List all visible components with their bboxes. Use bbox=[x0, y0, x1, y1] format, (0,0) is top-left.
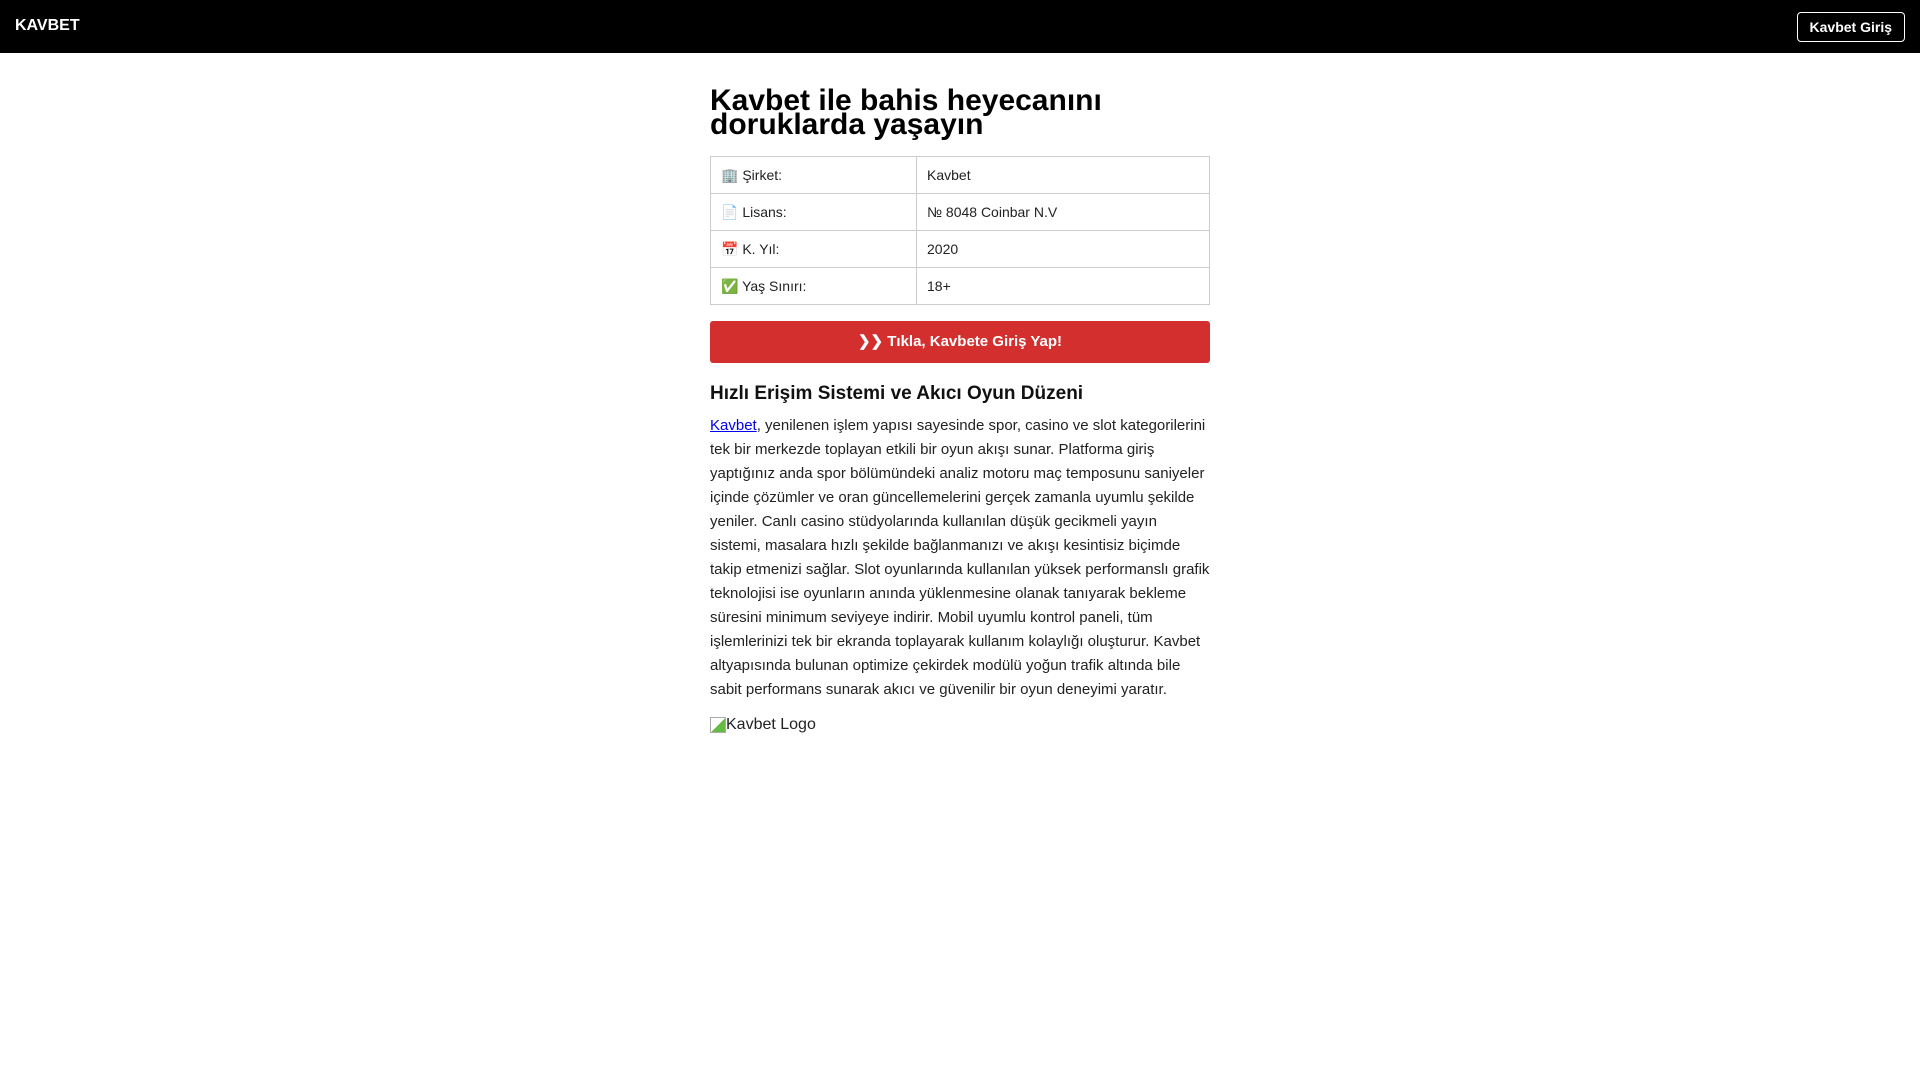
row-value: Kavbet bbox=[917, 157, 1210, 194]
row-label-text: Şirket: bbox=[742, 166, 783, 183]
row-value: 2020 bbox=[917, 231, 1210, 268]
row-label bbox=[711, 231, 917, 268]
row-icon: 🏢 bbox=[721, 166, 739, 183]
table-row bbox=[711, 231, 1210, 268]
main-content bbox=[710, 53, 1210, 734]
section-title: Hızlı Erişim Sistemi ve Akıcı Oyun Düzeni bbox=[710, 383, 1084, 404]
body-paragraph bbox=[710, 414, 1210, 702]
paragraph-text: , yenilenen işlem yapısı sayesinde spor, casino ve slot kategorilerini tek bir merkezde toplayan etkili bir oyun akışı sunar. Platforma giriş yaptığınız anda spor bölümündeki analiz motoru maç temposunu saniyeler içinde çözümler ve oran güncellemelerini gerçek zamanla uyumlu şekilde yeniler. Canlı casino stüdyolarında kullanılan düşük gecikmeli yayın sistemi, masalara hızlı şekilde bağlanmanızı ve akışı kesintisiz biçimde takip etmenizi sağlar. Slot oyunlarında kullanılan yüksek performanslı grafik teknolojisi ise oyunların anında yüklenmesine olanak tanıyarak bekleme süresini minimum seviyeye indirir. Mobil uyumlu kontrol paneli, tüm işlemlerinizi tek bir ekranda toplayarak kullanım kolaylığı oluşturur. Kavbet altyapısında bulunan optimize çekirdek modülü yoğun trafik altında bile sabit performans sunarak akıcı ve güvenilir bir oyun deneyimi yaratır. bbox=[710, 417, 1210, 698]
row-label bbox=[711, 194, 917, 231]
row-value: 18+ bbox=[917, 268, 1210, 305]
row-label-text: Lisans: bbox=[742, 203, 787, 220]
logo-alt-text: Kavbet Logo bbox=[726, 716, 816, 733]
row-icon: ✅ bbox=[721, 277, 739, 294]
kavbet-link[interactable]: Kavbet bbox=[710, 417, 757, 434]
top-navbar bbox=[0, 0, 1920, 53]
row-label bbox=[711, 268, 917, 305]
row-label-text: Yaş Sınırı: bbox=[742, 277, 807, 294]
cta-login-button[interactable]: ❯❯ Tıkla, Kavbete Giriş Yap! bbox=[710, 321, 1210, 363]
row-icon: 📄 bbox=[721, 203, 739, 220]
login-button[interactable]: Kavbet Giriş bbox=[1797, 12, 1905, 42]
brand-logo-text[interactable]: KAVBET bbox=[15, 17, 80, 34]
page-title: Kavbet ile bahis heyecanını doruklarda yaşayın bbox=[710, 84, 1102, 141]
table-row bbox=[711, 157, 1210, 194]
logo-image bbox=[710, 716, 1210, 734]
row-value: № 8048 Coinbar N.V bbox=[917, 194, 1210, 231]
table-row bbox=[711, 194, 1210, 231]
row-label bbox=[711, 157, 917, 194]
info-table bbox=[710, 156, 1210, 305]
row-icon: 📅 bbox=[721, 240, 739, 257]
table-row bbox=[711, 268, 1210, 305]
broken-image-icon bbox=[710, 717, 726, 733]
row-label-text: K. Yıl: bbox=[742, 240, 780, 257]
